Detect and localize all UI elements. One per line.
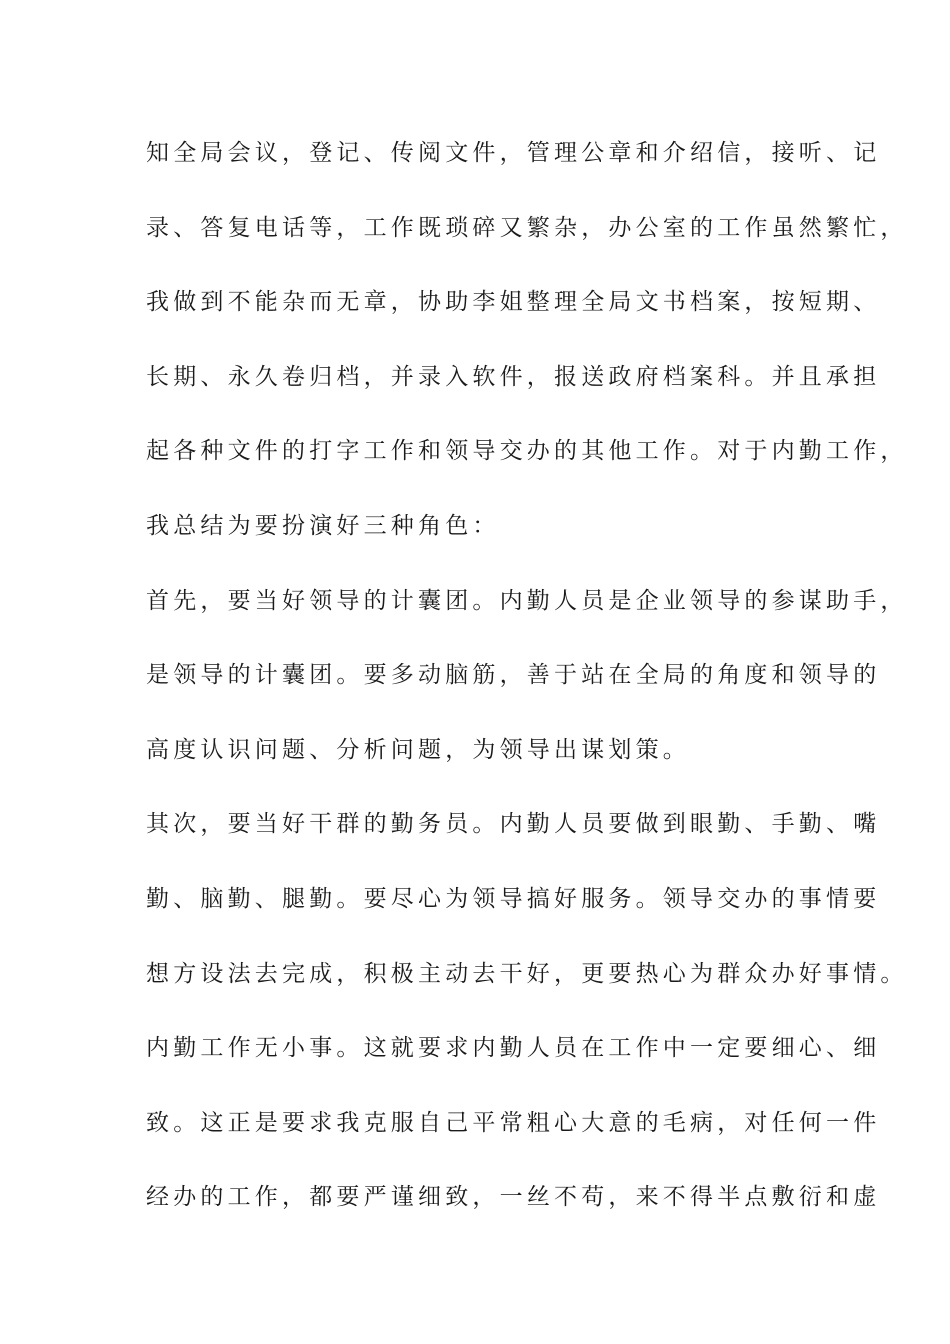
- text-line: 首先，要当好领导的计囊团。内勤人员是企业领导的参谋助手，: [146, 587, 908, 614]
- text-line: 录、答复电话等，工作既琐碎又繁杂，办公室的工作虽然繁忙，: [146, 214, 908, 241]
- text-line: 勤、脑勤、腿勤。要尽心为领导搞好服务。领导交办的事情要: [146, 885, 881, 912]
- text-line: 高度认识问题、分析问题，为领导出谋划策。: [146, 736, 690, 763]
- text-line: 经办的工作，都要严谨细致，一丝不苟，来不得半点敷衍和虚: [146, 1184, 881, 1211]
- text-line: 想方设法去完成，积极主动去干好，更要热心为群众办好事情。: [146, 960, 908, 987]
- text-line: 起各种文件的打字工作和领导交办的其他工作。对于内勤工作，: [146, 438, 908, 465]
- text-line: 知全局会议，登记、传阅文件，管理公章和介绍信，接听、记: [146, 140, 881, 166]
- body-text: [146, 132, 908, 1251]
- text-line: 致。这正是要求我克服自己平常粗心大意的毛病，对任何一件: [146, 1109, 881, 1136]
- text-line: 是领导的计囊团。要多动脑筋，善于站在全局的角度和领导的: [146, 662, 881, 689]
- text-line: 我做到不能杂而无章，协助李姐整理全局文书档案，按短期、: [146, 289, 881, 316]
- text-line: 其次，要当好干群的勤务员。内勤人员要做到眼勤、手勤、嘴: [146, 811, 881, 838]
- text-line: 我总结为要扮演好三种角色：: [146, 512, 500, 539]
- text-line: 长期、永久卷归档，并录入软件，报送政府档案科。并且承担: [146, 363, 881, 390]
- text-line: 内勤工作无小事。这就要求内勤人员在工作中一定要细心、细: [146, 1035, 881, 1062]
